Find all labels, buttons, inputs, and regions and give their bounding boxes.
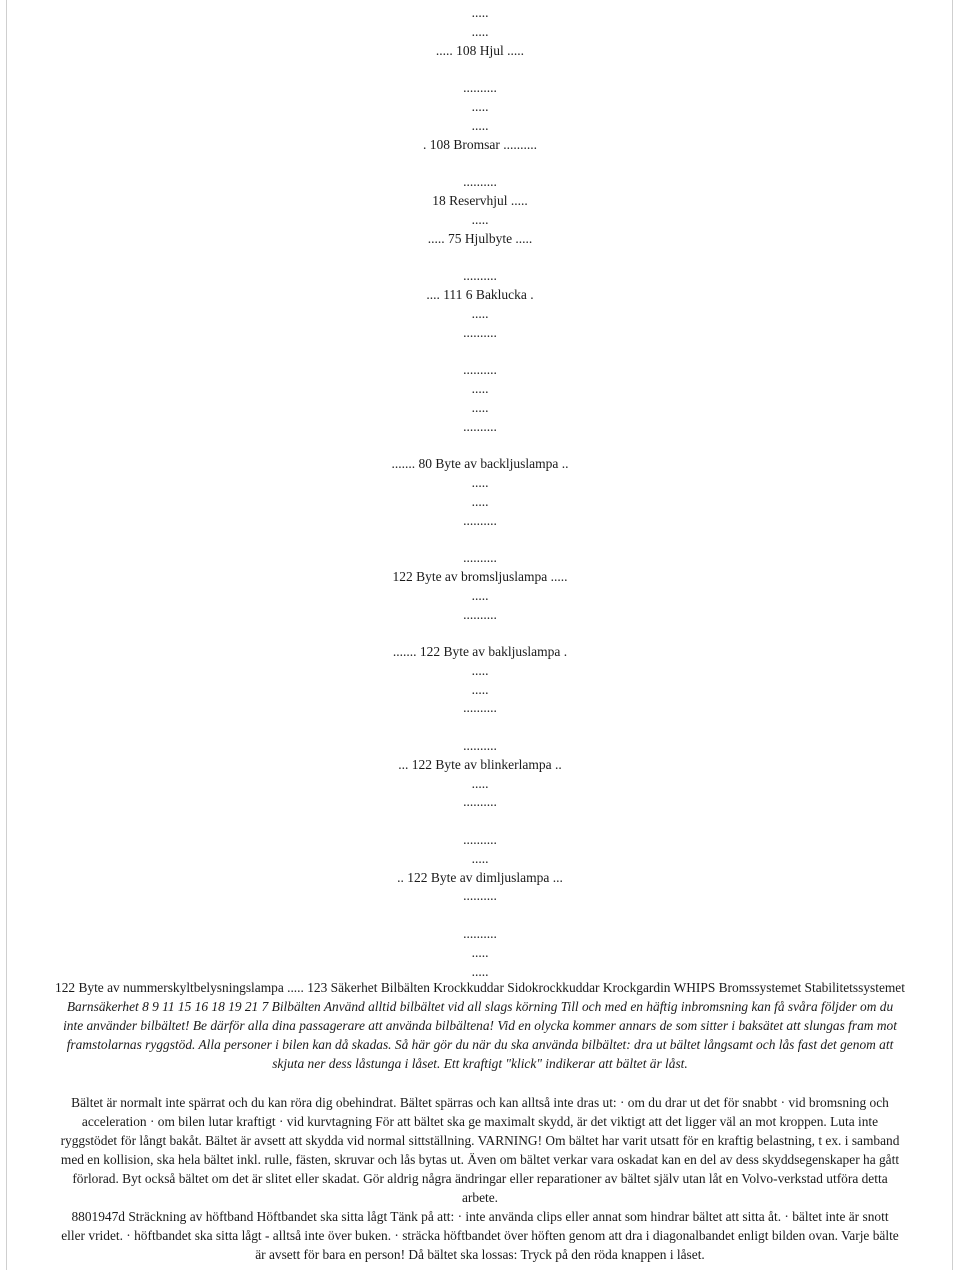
toc-line: ..... [471,380,489,396]
toc-line: ..... [471,5,489,20]
toc-line: .......... [463,700,497,716]
toc-line: .......... [463,550,497,566]
toc-line: . 108 Bromsar .......... [423,136,537,152]
toc-line: .......... [463,832,497,848]
toc-line [0,530,960,549]
toc-line: ..... [471,23,489,39]
toc-line [0,248,960,267]
body-line: ryggstödet för långt bakåt. Bältet är avsett att skydda vid normal sittställning. VARNING! Om bältet har varit utsatt för en kraftig belastning, t ex. i samband [60,1132,900,1148]
toc-line: .......... [463,606,497,622]
toc-line: ..... [471,474,489,490]
toc-line: .......... [463,418,497,434]
toc-line: ... 122 Byte av blinkerlampa .. [398,756,562,772]
toc-line: .......... [463,888,497,904]
toc-line: ..... [471,399,489,415]
toc-line: ..... 75 Hjulbyte ..... [427,230,533,246]
body-line: eller vridet. · höftbandet ska sitta lågt - alltså inte över buken. · sträcka höftbandet över höften genom att dra i diagonalbandet enligt bilden ovan. Varje bälte [61,1228,899,1244]
toc-line: ..... [471,944,489,960]
toc-line [0,154,960,173]
body-line: med en kollision, ska hela bältet inkl. rulle, fästen, skruvar och lås bytas ut. Även om bältet verkar vara oskadat kan en del av dess skyddsegenskaper ha gått [60,1151,900,1167]
body-line: acceleration · om bilen lutar kraftigt · vid kurvtagning För att bältet ska ge maximalt skydd, är det viktigt att det ligger väl an mot kroppen. Luta inte [81,1113,879,1129]
toc-line: .......... [463,174,497,190]
toc-line: ..... [471,117,489,133]
body-line: förlorad. Byt också bältet om det är slitet eller skadat. Gör aldrig några ändringar eller reparationer av bältet själv utan låt en Volvo-verkstad utföra detta [72,1170,888,1186]
toc-line [0,436,960,455]
toc-line: ..... [471,305,489,321]
toc-line: .......... [463,794,497,810]
body-line: Barnsäkerhet 8 9 11 15 16 18 19 21 7 Bilbälten Använd alltid bilbältet vid all slags körning Till och med en häftig inbromsning kan få svåra följder om du [66,999,894,1015]
table-of-contents [0,4,960,981]
body-line-gap [8,1073,952,1092]
body-line-toc-tail: 122 Byte av nummerskyltbelysningslampa ..... 123 Säkerhet Bilbälten Krockkuddar Sidokrockkuddar Krockgardin WHIPS Bromssystemet Stabilitetssystemet [55,980,905,995]
toc-line: .......... [463,80,497,96]
body-line: arbete. [461,1190,499,1206]
safety-body-text [8,978,952,1264]
toc-line: .......... [463,324,497,340]
body-line: Bältet är normalt inte spärrat och du kan röra dig obehindrat. Bältet spärras och kan alltså inte dras ut: · om du drar ut det för snabbt · vid bromsning och [71,1094,889,1110]
toc-line: 122 Byte av bromsljuslampa ..... [392,568,568,584]
toc-line: ....... 80 Byte av backljuslampa .. [391,456,569,472]
body-line: är avsett för bara en person! Då bältet ska lossas: Tryck på den röda knappen i låset. [255,1247,705,1263]
body-line: framstolarnas ryggstöd. Alla personer i bilen kan då skadas. Så här gör du när du ska använda bilbältet: dra ut bältet långsamt och lås fast det genom att [66,1037,894,1053]
toc-line: .......... [463,268,497,284]
toc-line [0,624,960,643]
toc-line [0,60,960,79]
toc-line: ..... [471,681,489,697]
toc-line: .......... [463,926,497,942]
toc-line: 18 Reservhjul ..... [432,192,528,208]
toc-line: .. 122 Byte av dimljuslampa ... [397,869,563,885]
toc-line [0,718,960,737]
body-line: 8801947d Sträckning av höftband Höftbandet ska sitta lågt Tänk på att: · inte använda clips eller annat som hindrar bältet att sitta åt. · bältet inte är snott [71,1209,889,1225]
toc-line [0,906,960,925]
toc-line [0,812,960,831]
toc-line: ..... [471,775,489,791]
toc-line: .......... [463,738,497,754]
toc-line: .......... [463,362,497,378]
toc-line: ..... [471,662,489,678]
toc-line: ..... 108 Hjul ..... [435,42,525,58]
toc-line: ....... 122 Byte av bakljuslampa . [392,644,568,660]
body-line: skjuta ner dess låstunga i låset. Ett kraftigt "klick" indikerar att bältet är låst. [272,1056,688,1072]
toc-line: ..... [471,587,489,603]
toc-line: .... 111 6 Baklucka . [426,286,534,302]
toc-line: ..... [471,211,489,227]
toc-line: ..... [471,98,489,114]
toc-line: .......... [463,512,497,528]
toc-line: ..... [471,850,489,866]
toc-line: ..... [471,963,489,979]
toc-line [0,342,960,361]
body-line: inte använder bilbältet! Be därför alla dina passagerare att använda bilbältena! Vid en olycka kommer annars de som sitter i baksätet att slungas fram mot [63,1018,897,1034]
toc-line: ..... [471,493,489,509]
